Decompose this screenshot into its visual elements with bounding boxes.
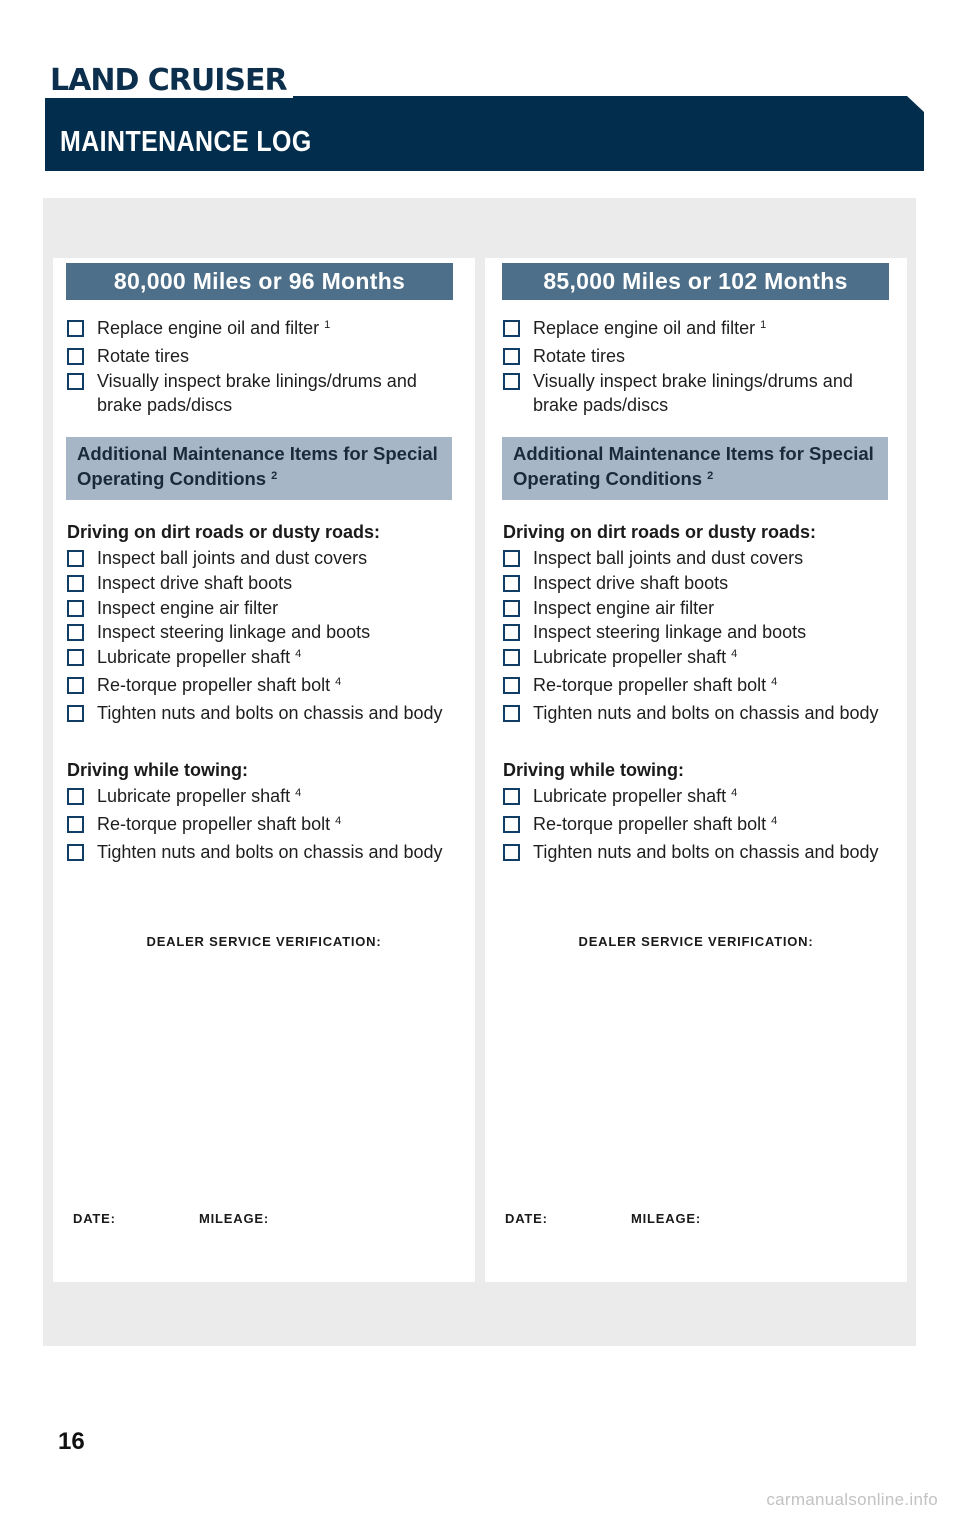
land-cruiser-logo: LAND CRUISER [44, 64, 293, 98]
checkbox[interactable] [67, 816, 84, 833]
towing-list [503, 784, 893, 864]
page-number: 16 [58, 1428, 85, 1455]
interval-card-80000 [53, 258, 475, 1282]
list-item [503, 645, 893, 673]
special-conditions-heading [66, 437, 452, 500]
list-item [67, 596, 457, 621]
list-item [503, 369, 893, 419]
date-label: DATE: [505, 1211, 548, 1226]
item-text: Re-torque propeller shaft bolt [97, 813, 331, 834]
checkbox[interactable] [67, 373, 84, 390]
checkbox[interactable] [67, 705, 84, 722]
checkbox[interactable] [67, 575, 84, 592]
list-item [503, 571, 893, 596]
footnote-ref: 4 [335, 814, 342, 827]
checkbox[interactable] [503, 816, 520, 833]
checkbox[interactable] [503, 705, 520, 722]
item-text: Inspect ball joints and dust covers [97, 548, 368, 568]
list-item [503, 812, 893, 840]
checkbox[interactable] [503, 788, 520, 805]
list-item [503, 546, 893, 571]
list-item [503, 620, 893, 645]
list-item [67, 620, 457, 645]
list-item [503, 784, 893, 812]
list-item [67, 344, 457, 369]
footnote-ref: 4 [731, 787, 738, 799]
checkbox[interactable] [67, 624, 84, 641]
list-item [503, 701, 893, 726]
checkbox[interactable] [67, 844, 84, 861]
footnote-ref: 4 [335, 675, 342, 688]
towing-list [67, 784, 457, 864]
list-item [67, 840, 457, 865]
list-item [503, 344, 893, 369]
item-text: Re-torque propeller shaft bolt [97, 674, 331, 695]
checkbox[interactable] [67, 348, 84, 365]
checkbox[interactable] [503, 649, 520, 666]
interval-card-85000 [485, 258, 907, 1282]
checkbox[interactable] [503, 624, 520, 641]
checkbox[interactable] [67, 320, 84, 337]
list-item [503, 596, 893, 621]
interval-heading: 80,000 Miles or 96 Months [66, 263, 453, 300]
item-text: Re-torque propeller shaft bolt [533, 813, 767, 834]
item-text: Rotate tires [97, 345, 190, 366]
mileage-label: MILEAGE: [199, 1211, 269, 1226]
list-item [67, 701, 457, 726]
page-title: MAINTENANCE LOG [60, 126, 312, 158]
towing-heading: Driving while towing: [503, 760, 684, 780]
checkbox[interactable] [67, 788, 84, 805]
footnote-ref: 4 [295, 648, 302, 661]
checkbox[interactable] [503, 600, 520, 617]
checkbox[interactable] [67, 677, 84, 694]
footnote-ref: 4 [731, 648, 738, 661]
list-item [503, 673, 893, 701]
footnote-ref: 4 [295, 787, 302, 799]
dirt-roads-list [503, 546, 893, 726]
dealer-verification-label: DEALER SERVICE VERIFICATION: [578, 934, 814, 949]
list-item [67, 812, 457, 840]
item-text: Visually inspect brake linings/drums and brake pads/discs [533, 370, 853, 416]
checkbox[interactable] [503, 550, 520, 567]
towing-heading: Driving while towing: [67, 760, 248, 780]
item-text: Inspect engine air filter [533, 597, 715, 618]
date-label: DATE: [73, 1211, 116, 1226]
checkbox[interactable] [503, 575, 520, 592]
special-conditions-heading [502, 437, 888, 500]
footnote-ref: 2 [271, 470, 278, 482]
item-text: Inspect steering linkage and boots [533, 622, 807, 643]
checkbox[interactable] [503, 320, 520, 337]
checkbox[interactable] [503, 844, 520, 861]
special-title: Additional Maintenance Items for Special Operating Conditions [513, 443, 874, 489]
dirt-roads-heading: Driving on dirt roads or dusty roads: [503, 522, 817, 542]
item-text: Lubricate propeller shaft [533, 647, 727, 668]
item-text: Inspect engine air filter [97, 597, 279, 618]
item-text: Replace engine oil and filter [97, 318, 320, 338]
list-item [503, 316, 893, 344]
list-item [67, 369, 457, 419]
footnote-ref: 1 [324, 319, 331, 331]
mileage-label: MILEAGE: [631, 1211, 701, 1226]
item-text: Inspect steering linkage and boots [97, 622, 371, 643]
list-item [67, 784, 457, 812]
footnote-ref: 4 [771, 675, 778, 688]
footnote-ref: 2 [707, 470, 714, 482]
item-text: Inspect drive shaft boots [97, 572, 293, 593]
list-item [503, 840, 893, 865]
item-text: Tighten nuts and bolts on chassis and body [97, 841, 443, 862]
dirt-roads-list [67, 546, 457, 726]
item-text: Visually inspect brake linings/drums and brake pads/discs [97, 370, 417, 416]
base-items-list [67, 316, 457, 418]
item-text: Rotate tires [533, 345, 626, 366]
checkbox[interactable] [67, 649, 84, 666]
list-item [67, 645, 457, 673]
dirt-roads-heading: Driving on dirt roads or dusty roads: [67, 522, 381, 542]
item-text: Tighten nuts and bolts on chassis and body [97, 702, 443, 723]
list-item [67, 546, 457, 571]
list-item [67, 316, 457, 344]
watermark: carmanualsonline.info [766, 1490, 938, 1509]
checkbox[interactable] [67, 600, 84, 617]
checkbox[interactable] [67, 550, 84, 567]
dealer-verification-label: DEALER SERVICE VERIFICATION: [146, 934, 382, 949]
item-text: Tighten nuts and bolts on chassis and body [533, 702, 879, 723]
checkbox[interactable] [503, 373, 520, 390]
footnote-ref: 4 [771, 814, 778, 827]
item-text: Tighten nuts and bolts on chassis and body [533, 841, 879, 862]
footnote-ref: 1 [760, 319, 767, 331]
item-text: Lubricate propeller shaft [533, 786, 727, 806]
base-items-list [503, 316, 893, 418]
item-text: Re-torque propeller shaft bolt [533, 674, 767, 695]
list-item [67, 571, 457, 596]
special-title: Additional Maintenance Items for Special Operating Conditions [77, 443, 438, 489]
item-text: Inspect ball joints and dust covers [533, 548, 804, 568]
list-item [67, 673, 457, 701]
checkbox[interactable] [503, 677, 520, 694]
interval-heading: 85,000 Miles or 102 Months [502, 263, 889, 300]
checkbox[interactable] [503, 348, 520, 365]
item-text: Lubricate propeller shaft [97, 647, 291, 668]
item-text: Inspect drive shaft boots [533, 572, 729, 593]
item-text: Replace engine oil and filter [533, 318, 756, 338]
item-text: Lubricate propeller shaft [97, 786, 291, 806]
